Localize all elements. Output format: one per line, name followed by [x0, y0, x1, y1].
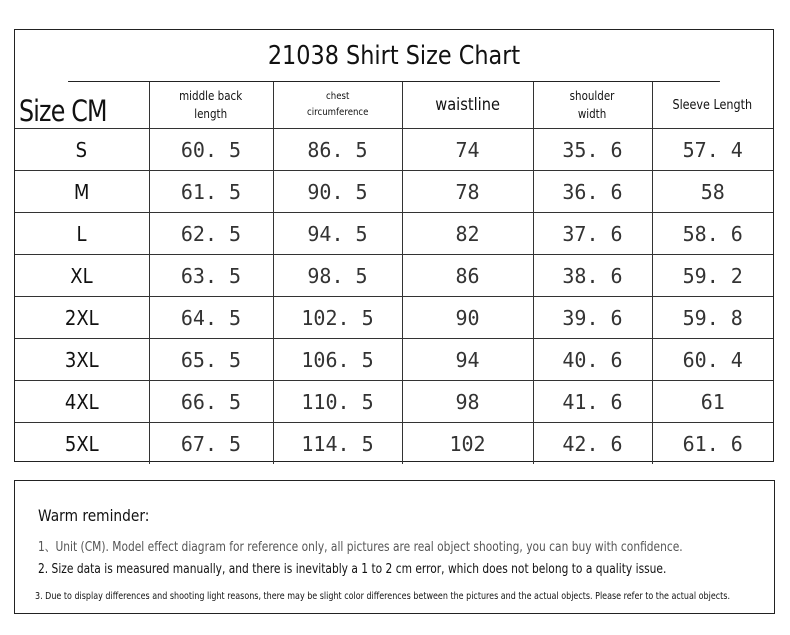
measurement-cell: 102. 5: [273, 297, 402, 339]
measurement-cell: 42. 6: [533, 423, 652, 465]
measurement-cell: 63. 5: [149, 255, 273, 297]
size-chart: [14, 29, 774, 462]
measurement-cell: 90. 5: [273, 171, 402, 213]
header-waistline: waistline: [402, 82, 533, 129]
header-middle-back-length: middle back length: [149, 82, 273, 129]
size-cell: L: [15, 213, 149, 255]
measurement-cell: 57. 4: [652, 129, 773, 171]
measurement-cell: 39. 6: [533, 297, 652, 339]
measurement-cell: 78: [402, 171, 533, 213]
measurement-cell: 65. 5: [149, 339, 273, 381]
size-cell: S: [15, 129, 149, 171]
table-row: [15, 339, 773, 381]
reminder-note-2: 2. Size data is measured manually, and there is inevitably a 1 to 2 cm error, which does not belong to a quality issue.: [38, 562, 667, 577]
reminder-note-3: 3. Due to display differences and shooting light reasons, there may be slight color differences between the pictures and the actual objects. Please refer to the actual objects.: [35, 591, 731, 602]
measurement-cell: 40. 6: [533, 339, 652, 381]
measurement-cell: 35. 6: [533, 129, 652, 171]
table-row: [15, 381, 773, 423]
measurement-cell: 64. 5: [149, 297, 273, 339]
measurement-cell: 38. 6: [533, 255, 652, 297]
size-table: [15, 82, 773, 464]
measurement-cell: 102: [402, 423, 533, 465]
measurement-cell: 58: [652, 171, 773, 213]
size-cell: M: [15, 171, 149, 213]
measurement-cell: 62. 5: [149, 213, 273, 255]
measurement-cell: 94: [402, 339, 533, 381]
measurement-cell: 86: [402, 255, 533, 297]
reminder-note-1: 1、Unit (CM). Model effect diagram for reference only, all pictures are real object shooting, you can buy with confidence.: [38, 540, 683, 555]
measurement-cell: 82: [402, 213, 533, 255]
table-row: [15, 171, 773, 213]
measurement-cell: 60. 5: [149, 129, 273, 171]
table-header-row: [15, 82, 773, 129]
size-cell: XL: [15, 255, 149, 297]
measurement-cell: 98: [402, 381, 533, 423]
table-row: [15, 213, 773, 255]
measurement-cell: 94. 5: [273, 213, 402, 255]
measurement-cell: 41. 6: [533, 381, 652, 423]
table-row: [15, 129, 773, 171]
warm-reminder-box: [14, 480, 775, 614]
measurement-cell: 106. 5: [273, 339, 402, 381]
header-sleeve-length: Sleeve Length: [652, 82, 773, 129]
measurement-cell: 110. 5: [273, 381, 402, 423]
measurement-cell: 61. 6: [652, 423, 773, 465]
size-cell: 2XL: [15, 297, 149, 339]
header-size-cm: Size CM: [15, 82, 149, 129]
measurement-cell: 86. 5: [273, 129, 402, 171]
table-row: [15, 423, 773, 465]
header-shoulder-width: shoulder width: [533, 82, 652, 129]
measurement-cell: 58. 6: [652, 213, 773, 255]
table-row: [15, 297, 773, 339]
size-cell: 3XL: [15, 339, 149, 381]
measurement-cell: 67. 5: [149, 423, 273, 465]
reminder-title: Warm reminder:: [38, 506, 150, 525]
measurement-cell: 59. 8: [652, 297, 773, 339]
measurement-cell: 59. 2: [652, 255, 773, 297]
measurement-cell: 61: [652, 381, 773, 423]
measurement-cell: 98. 5: [273, 255, 402, 297]
measurement-cell: 37. 6: [533, 213, 652, 255]
measurement-cell: 114. 5: [273, 423, 402, 465]
size-cell: 4XL: [15, 381, 149, 423]
table-row: [15, 255, 773, 297]
measurement-cell: 90: [402, 297, 533, 339]
measurement-cell: 61. 5: [149, 171, 273, 213]
measurement-cell: 60. 4: [652, 339, 773, 381]
size-cell: 5XL: [15, 423, 149, 465]
measurement-cell: 36. 6: [533, 171, 652, 213]
measurement-cell: 66. 5: [149, 381, 273, 423]
chart-title: 21038 Shirt Size Chart: [68, 30, 720, 82]
header-chest-circumference: chest circumference: [273, 82, 402, 129]
measurement-cell: 74: [402, 129, 533, 171]
